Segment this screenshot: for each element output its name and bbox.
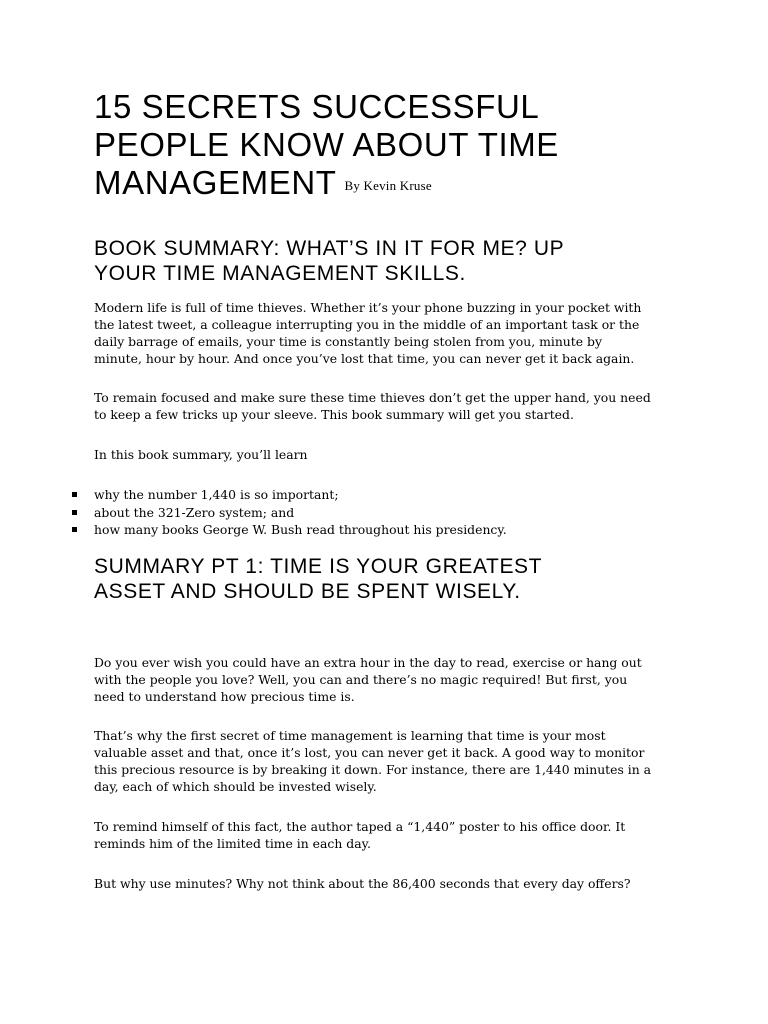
text-line: reminds him of the limited time in each day. — [94, 836, 371, 851]
document-title — [94, 88, 694, 205]
text-line: Do you ever wish you could have an extra hour in the day to read, exercise or hang out — [94, 655, 642, 670]
text-line: to keep a few tricks up your sleeve. This book summary will get you started. — [94, 407, 574, 422]
paragraph-extra-hour — [94, 654, 694, 705]
text-line: daily barrage of emails, your time is constantly being stolen from you, minute by — [94, 334, 602, 349]
title-line — [94, 164, 694, 205]
text-line: minute, hour by hour. And once you’ve lost that time, you can never get it back again. — [94, 351, 635, 366]
text-line: Modern life is full of time thieves. Whether it’s your phone buzzing in your pocket with — [94, 300, 642, 315]
heading-line: BOOK SUMMARY: WHAT’S IN IT FOR ME? UP — [94, 237, 565, 260]
list-item-text: why the number 1,440 is so important; — [94, 487, 339, 502]
list-item-text: how many books George W. Bush read throughout his presidency. — [94, 522, 507, 537]
list-item — [72, 521, 507, 539]
heading-line: SUMMARY PT 1: TIME IS YOUR GREATEST — [94, 555, 543, 578]
list-item — [72, 486, 507, 504]
text-line: with the people you love? Well, you can and there’s no magic required! But first, you — [94, 672, 628, 687]
paragraph-poster — [94, 818, 694, 852]
list-item-text: about the 321-Zero system; and — [94, 504, 295, 520]
paragraph-first-secret — [94, 727, 694, 795]
text-line: the latest tweet, a colleague interrupting you in the middle of an important task or the — [94, 317, 640, 332]
text-line: need to understand how precious time is. — [94, 689, 355, 704]
section-heading-summary-pt1 — [94, 554, 714, 604]
square-bullet-icon — [72, 527, 77, 532]
text-line: day, each of which should be invested wisely. — [94, 779, 377, 794]
heading-line: YOUR TIME MANAGEMENT SKILLS. — [94, 262, 466, 285]
text-line: this precious resource is by breaking it down. For instance, there are 1,440 minutes in a — [94, 762, 652, 777]
text-line: That’s why the first secret of time management is learning that time is your most — [94, 728, 606, 743]
text-line: valuable asset and that, once it’s lost, you can never get it back. A good way to monitor — [94, 745, 645, 760]
paragraph-focus — [94, 389, 694, 423]
square-bullet-icon — [72, 510, 77, 515]
paragraph-intro — [94, 299, 694, 367]
text-line: To remain focused and make sure these time thieves don’t get the upper hand, you need — [94, 390, 651, 405]
text-line: To remind himself of this fact, the author taped a “1,440” poster to his office door. It — [94, 819, 626, 834]
section-heading-book-summary — [94, 236, 714, 286]
paragraph-learn: In this book summary, you’ll learn — [94, 447, 308, 462]
title-line: PEOPLE KNOW ABOUT TIME — [94, 126, 559, 163]
title-line-text: MANAGEMENT — [94, 164, 337, 201]
paragraph-seconds: But why use minutes? Why not think about the 86,400 seconds that every day offers? — [94, 876, 631, 891]
author-byline: By Kevin Kruse — [344, 178, 432, 193]
title-line: 15 SECRETS SUCCESSFUL — [94, 88, 540, 125]
square-bullet-icon — [72, 492, 77, 497]
heading-line: ASSET AND SHOULD BE SPENT WISELY. — [94, 580, 521, 603]
list-item — [72, 504, 507, 522]
learning-list — [72, 486, 507, 539]
